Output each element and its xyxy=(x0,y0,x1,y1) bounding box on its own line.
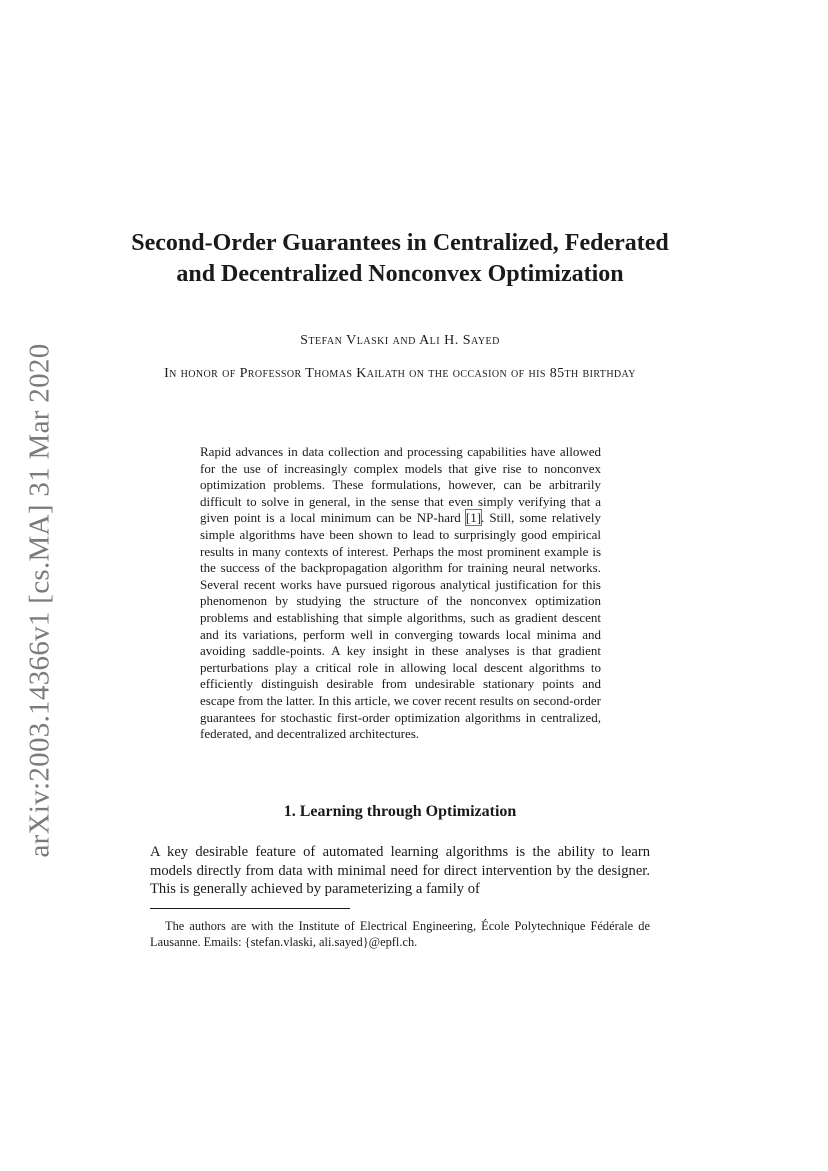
arxiv-stamp xyxy=(20,342,60,858)
footnote-divider xyxy=(150,908,350,909)
abstract-text-part-2: . Still, some relatively simple algorithms have been shown to lead to surprisingly good empirical results in many contexts of interest. Perhaps the most prominent example is the success of the backpropagation algorithm for training neural networks. Several recent works have pursued rigorous analytical justification for this phenomenon by studying the structure of the nonconvex optimization problems and establishing that simple algorithms, such as gradient descent and its variations, perform well in converging towards local minima and avoiding saddle-points. A key insight in these analyses is that gradient perturbations play a critical role in allowing local descent algorithms to efficiently distinguish desirable from undesirable stationary points and escape from the latter. In this article, we cover recent results on second-order guarantees for stochastic first-order optimization algorithms in centralized, federated, and decentralized architectures. xyxy=(200,510,601,742)
section-body-text: A key desirable feature of automated learning algorithms is the ability to learn models directly from data with minimal need for direct intervention by the designer. This is generally achieved by parameterizing a family of xyxy=(150,844,650,897)
dedication: In honor of Professor Thomas Kailath on the occasion of his 85th birthday xyxy=(164,366,636,381)
citation-link[interactable]: [1] xyxy=(465,510,482,526)
paper-title: Second-Order Guarantees in Centralized, Federated and Decentralized Nonconvex Optimization xyxy=(131,230,669,287)
author-list: Stefan Vlaski and Ali H. Sayed xyxy=(300,333,500,348)
arxiv-identifier: arXiv:2003.14366v1 [cs.MA] 31 Mar 2020 xyxy=(23,342,56,858)
footnote: The authors are with the Institute of Electrical Engineering, École Polytechnique Fédérale de Lausanne. Emails: {stefan.vlaski, ali.sayed}@epfl.ch. xyxy=(150,919,650,949)
abstract xyxy=(200,444,601,743)
section-heading: 1. Learning through Optimization xyxy=(283,803,517,820)
abstract-text-part-1: Rapid advances in data collection and processing capabilities have allowed for the use of increasingly complex models that give rise to nonconvex optimization problems. These formulations, however, can be arbitrarily difficult to solve in general, in the sense that even simply verifying that a given point is a local minimum can be NP-hard xyxy=(200,444,601,526)
